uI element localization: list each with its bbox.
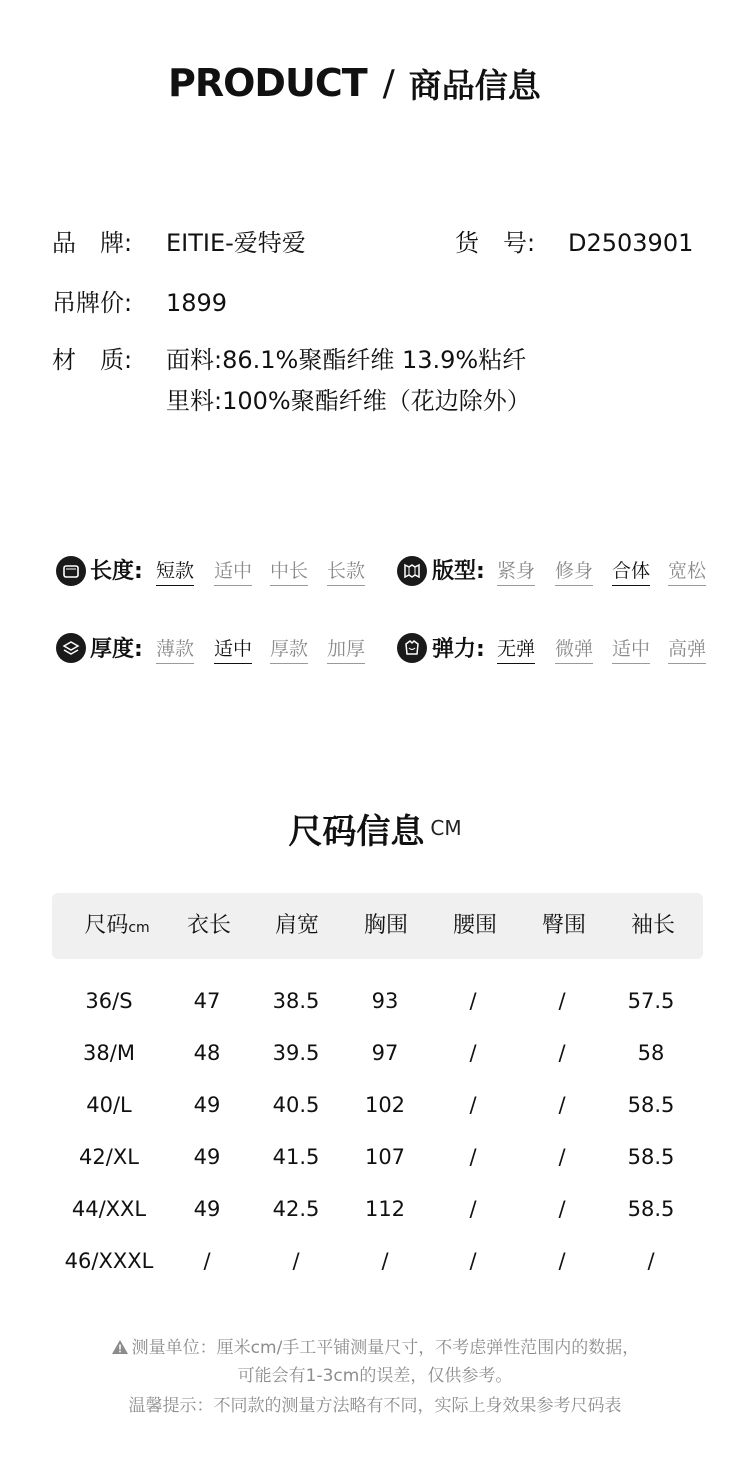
length-option-long: 长款 — [327, 558, 365, 586]
page-title-zh: 商品信息 — [408, 65, 541, 105]
size-table-header-size — [72, 893, 162, 959]
size-table-header-shoulder: 肩宽 — [274, 913, 319, 938]
item-no-value: D2503901 — [568, 229, 694, 257]
material-label: 材 质: — [52, 346, 133, 374]
size-table-header-length: 衣长 — [186, 913, 231, 938]
table-cell: 58.5 — [627, 1093, 675, 1117]
table-cell: 41.5 — [272, 1145, 320, 1169]
table-cell: / — [558, 989, 566, 1013]
length-option-medium: 适中 — [214, 558, 252, 586]
table-cell: 97 — [371, 1041, 399, 1065]
fit-option-tight: 紧身 — [497, 558, 535, 586]
table-cell: 102 — [364, 1093, 406, 1117]
length-icon — [56, 556, 86, 586]
table-cell: / — [558, 1041, 566, 1065]
size-table-header-waist: 腰围 — [452, 913, 497, 938]
table-cell: 49 — [193, 1093, 221, 1117]
length-option-midlong: 中长 — [270, 558, 308, 586]
page-title — [168, 58, 541, 108]
thickness-option-medium: 适中 — [214, 636, 252, 664]
length-label: 长度: — [90, 559, 143, 584]
table-cell: 58 — [637, 1041, 665, 1065]
table-cell: / — [203, 1249, 211, 1273]
measurement-note-line-2: 可能会有1-3cm的误差，仅供参考。 — [237, 1366, 513, 1386]
brand-label: 品 牌: — [52, 229, 133, 257]
table-cell: / — [647, 1249, 655, 1273]
thickness-option-extra-thick: 加厚 — [327, 636, 365, 664]
elasticity-option-medium: 适中 — [612, 636, 650, 664]
size-table-header-sleeve: 袖长 — [630, 913, 675, 938]
table-cell: 39.5 — [272, 1041, 320, 1065]
table-cell: 48 — [193, 1041, 221, 1065]
table-cell: 107 — [364, 1145, 406, 1169]
table-cell: 112 — [364, 1197, 406, 1221]
table-cell: / — [469, 989, 477, 1013]
table-cell: 58.5 — [627, 1145, 675, 1169]
brand-value: EITIE-爱特爱 — [166, 229, 306, 257]
size-table-header-unit: cm — [128, 920, 150, 936]
fit-option-regular: 合体 — [612, 558, 650, 586]
table-cell: / — [381, 1249, 389, 1273]
size-info-unit: CM — [430, 816, 462, 840]
table-cell: / — [469, 1197, 477, 1221]
elasticity-label: 弹力: — [432, 637, 485, 662]
table-cell: / — [469, 1145, 477, 1169]
table-cell: 47 — [193, 989, 221, 1013]
table-cell: / — [292, 1249, 300, 1273]
page-title-separator: / — [382, 62, 395, 104]
table-cell: / — [558, 1093, 566, 1117]
table-cell: 46/XXXL — [64, 1249, 154, 1273]
elasticity-option-high: 高弹 — [668, 636, 706, 664]
table-cell: 93 — [371, 989, 399, 1013]
item-no-label: 货 号: — [455, 229, 536, 257]
material-line-2: 里料:100%聚酯纤维（花边除外） — [166, 387, 531, 415]
table-cell: / — [469, 1093, 477, 1117]
size-info-heading: 尺码信息 — [288, 812, 425, 852]
table-cell: / — [558, 1145, 566, 1169]
table-cell: / — [558, 1197, 566, 1221]
size-table-header-chest: 胸围 — [363, 913, 408, 938]
table-cell: 38/M — [83, 1041, 135, 1065]
table-cell: 42.5 — [272, 1197, 320, 1221]
price-label: 吊牌价: — [52, 289, 133, 317]
elasticity-icon — [397, 633, 427, 663]
table-cell: 49 — [193, 1197, 221, 1221]
fit-option-loose: 宽松 — [668, 558, 706, 586]
fit-icon — [397, 556, 427, 586]
table-cell: / — [469, 1041, 477, 1065]
thickness-option-thin: 薄款 — [156, 636, 194, 664]
material-line-1: 面料:86.1%聚酯纤维 13.9%粘纤 — [166, 346, 527, 374]
fit-label: 版型: — [432, 559, 485, 584]
size-table-header-hip: 臀围 — [541, 913, 586, 938]
elasticity-option-none: 无弹 — [497, 636, 535, 664]
table-cell: 42/XL — [79, 1145, 139, 1169]
measurement-note-line-1: 测量单位：厘米cm/手工平铺测量尺寸，不考虑弹性范围内的数据， — [131, 1338, 640, 1358]
page-title-en: PRODUCT — [168, 61, 367, 105]
size-table-header-size-text: 尺码 — [84, 913, 129, 938]
table-cell: 40/L — [86, 1093, 132, 1117]
table-cell: 36/S — [85, 989, 133, 1013]
table-cell: 58.5 — [627, 1197, 675, 1221]
elasticity-option-slight: 微弹 — [555, 636, 593, 664]
measurement-note — [0, 1336, 750, 1362]
table-cell: / — [469, 1249, 477, 1273]
table-cell: 44/XXL — [71, 1197, 147, 1221]
tip-note: 温馨提示：不同款的测量方法略有不同，实际上身效果参考尺码表 — [128, 1396, 622, 1416]
table-cell: 49 — [193, 1145, 221, 1169]
length-option-short: 短款 — [156, 558, 194, 586]
price-value: 1899 — [166, 289, 228, 317]
warning-icon — [111, 1338, 129, 1362]
table-cell: 40.5 — [272, 1093, 320, 1117]
thickness-option-thick: 厚款 — [270, 636, 308, 664]
size-table-header — [52, 893, 703, 959]
thickness-icon — [56, 633, 86, 663]
table-cell: / — [558, 1249, 566, 1273]
table-cell: 57.5 — [627, 989, 675, 1013]
thickness-label: 厚度: — [90, 637, 143, 662]
size-info-title — [0, 804, 750, 853]
fit-option-slim: 修身 — [555, 558, 593, 586]
table-cell: 38.5 — [272, 989, 320, 1013]
